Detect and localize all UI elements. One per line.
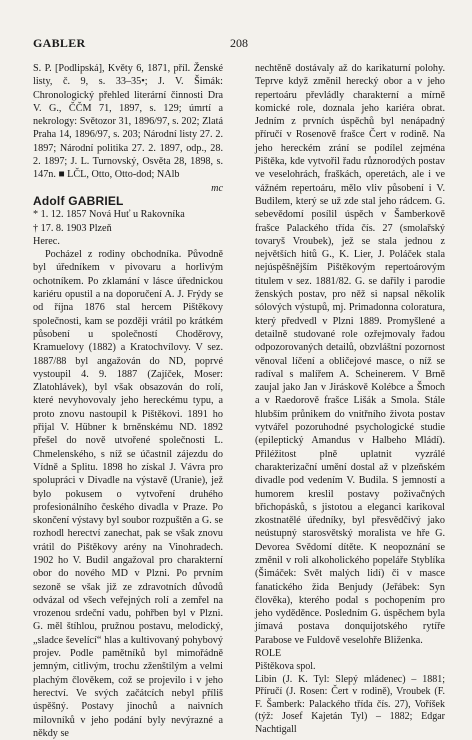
- entry-heading: Adolf GABRIEL: [33, 193, 124, 208]
- author-signature: mc: [211, 182, 223, 194]
- death-line: † 17. 8. 1903 Plzeň: [33, 222, 112, 234]
- roles-list: Libin (J. K. Tyl: Slepý mládenec) – 1881; Příručí (J. Rosen: Čert v rodině), Vroubek (F. F. Šamberk: Palackého třída čís. 27), Voříšek (týž: Josef Kajetán Tyl) – 1882; Edgar Nachtigall: [255, 673, 445, 736]
- birth-line: * 1. 12. 1857 Nová Huť u Rakovníka: [33, 209, 185, 221]
- sources-block: S. P. [Podlipská], Květy 6, 1871, příl. Ženské listy, č. 9, s. 33–35•; J. V. Šimák: Chronologický přehled literární činnosti Drа V. G., ČČM 71, 1897, s. 129; úmrtí a nekrology: Světozor 31, 1896/97, s. 202; Zlatá Praha 14, 1896/97, s. 203; Národní listy 27. 2. 1897; Národní politika 27. 2. 1897, odp., 28. 2. 1897; J. L. Turnovský, Osvěta 28, 1898, s. 147n. ■ LČL, Otto, Otto-dod; NAlb: [33, 63, 223, 181]
- biography-text: Pocházel z rodiny obchodníka. Původně byl úředníkem v pivovaru a horlivým ochotníkem. Po zklamání v lásce úřednickou kariéru opustil a na doporučení A. J. Frýdy se od října 1876 stal hercem Pištěkovy společnosti, kam se později vrátil po krátkém působení u společností Choděrovy, Kramuelovy (1882) a Kratochvílovy. V sez. 1887/88 byl angažován do ND, poprvé vystoupil 4. 9. 1887 (Zajíček, Moser: Zlatohlávek), byl však obsazován do rolí, které nevyhovovaly jeho hereckému typu, a proto znovu nastoupil k Pištěkovi. 1891 ho přijal V. Hübner k brněnskému ND. 1892 přešel do nově utvořené společnosti L. Chmelenského, s níž se účastnil zájezdu do Vídně a Splitu. 1898 ho získal J. Vávra pro spolupráci v Divadle na výstavě (Uranie), jež bylo pokusem o vytvoření druhého profesionálního českého divadla v Praze. Po skončení výstavy byl soubor rozpuštěn a G. se rozhodl herectví zanechat, pak se však znovu vrátil do Pištěkovy arény na Vinohradech. 1902 ho V. Budil angažoval pro charakterní obor do nového MD v Plzni. Po prvním sezoně se však již ze zdravotních důvodů odvázal od všech veřejných rolí a zemřel na vrozenou srdeční vadu, pohřben byl v Plzni. G. měl štíhlou, pružnou postavu, melodický, „sladce ševelící“ hlas a kultivovaný pohybový projev. Podle pamětníků byl mimořádně jemným, citlivým, trochu zženštilým a velmi plachým člověkem, což se projevilo i v jeho herectví. Ve svých začátcích nebyl příliš úspěšný. Postavy jinochů a naivních milovníků v jeho podání byly nevýrazné a někdy se: [33, 249, 223, 739]
- page-number: 208: [230, 36, 248, 50]
- left-column: [33, 62, 223, 740]
- occupation: Herec.: [33, 235, 60, 247]
- roles-heading: ROLE: [255, 648, 282, 660]
- right-column: [255, 62, 445, 737]
- biography-continued: nechtěně dostávaly až do karikaturní polohy. Teprve když změnil herecký obor a v jeho repertoáru převládly charakterní a mírně komické role, doznala jeho kariéra obrat. Jedním z prvních úspěchů byl nenápadný příručí v Rosenově frašce Čert v rodině. Na jeho hereckém zrání se podílel zejména Pištěka, kde vytvořil řadu různorodých postav ve veselohrách, fraškách, operetách, ale i ve vážném repertoáru, mělo vliv působení i V. Budilem, který se už zde stal jeho rádcem. G. sebevědomí posílil úspěch v Šamberkově frašce Palackého třída čís. 27 (smolařský tovaryš Vroubek), jež se stala jednou z největších hitů G., K. Lier, J. Poláček stala nejúspěšnějším Pištěkovým repertoárovým titulem v sez. 1881/82. G. se dařily i parodie ženských postav, pro něž si napsal několik sólových výstupů, mj. Primadonna coloratura, který předvedl v Plzni 1889. Promyšlené a detailně studované role ozřejmovaly řadou odpozorovaných detailů, obzvláštní pozornost věnoval líčení a obličejové masce, o níž se radíval s malířem A. Scheinerem. V Brně zaujal jako Jan v Jiráskově Kolébce a Šmoch a v Raedorově frašce Lišák a Smola. Stále hlubším průnikem do vnitřního života postav vytvářel pozoruhodné psychologické studie (epileptický Amandus v Halbeho Mládí). Přiléžitost plně uplatnit vyzrálé charakterizační umění dostal až v plzeňském divadle pod vedením V. Budila. S jemností a humorem kreslil postavy poživačných břichopásků, s jistotou a eleganci karikoval zkostnatělé úředníky, byl přesvědčivý jako neústupný starosvětský moralista ve hře G. Devorea Svědomí dítěte. K neopoznání se změnil v roli alkoholického popeláře Styblíka (Šimáček: Svět malých lidí) či v masce fanatického žida Benjudy (Jeřábek: Syn člověka), kterého podal s pochopením pro jeho vyděděnce. Posledním G. úspěchem byla jímavá postava donquijotského rytíře Parabose ve Fuldově veselohře Bliženka.: [255, 63, 445, 646]
- roles-subheading: Pištěkova spol.: [255, 661, 316, 673]
- running-head: GABLER: [33, 36, 86, 50]
